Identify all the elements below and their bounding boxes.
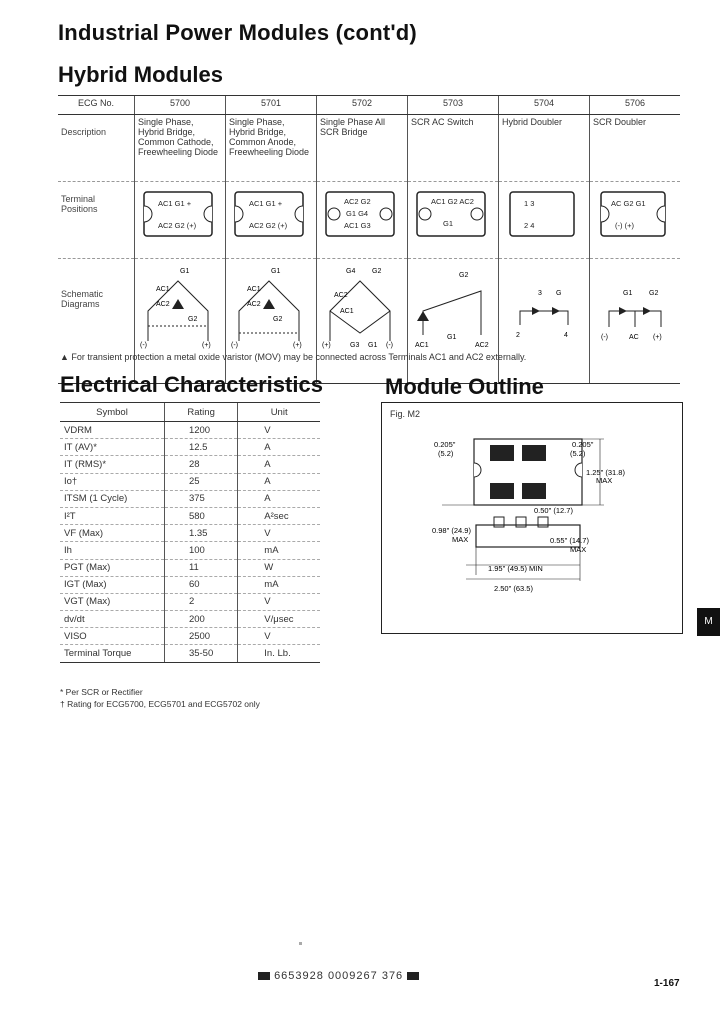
unit-cell: mA (238, 576, 320, 593)
dim-0205-left: 0.205" (434, 440, 456, 449)
table-row (60, 593, 320, 610)
terminal-diagram-5704 (502, 184, 582, 242)
section-tab-m: M (697, 608, 720, 636)
description-5701: Single Phase, Hybrid Bridge, Common Anode, Freewheeling Diode (226, 115, 317, 182)
dim-195: 1.95" (49.5) MIN (488, 564, 543, 573)
schematic-5701 (226, 259, 317, 384)
terminal-mid-label-5702: G1 G4 (346, 209, 369, 218)
symbol-cell: PGT (Max) (60, 559, 164, 576)
symbol-cell: IT (RMS)* (60, 456, 164, 473)
schem-label-right-5702: (-) (386, 342, 393, 349)
schem-label-mid-5706: AC (629, 334, 639, 341)
dim-52-right: (5.2) (570, 449, 586, 458)
symbol-cell: VGT (Max) (60, 593, 164, 610)
schem-label-t2-5704: G (556, 290, 562, 297)
terminal-bottom-label-5706: (-) (+) (615, 221, 634, 230)
terminal-5704 (499, 182, 590, 259)
row-label-description: Description (58, 115, 135, 182)
unit-cell: V (238, 525, 320, 542)
terminal-5701 (226, 182, 317, 259)
schem-label-right-5704: 4 (564, 332, 568, 339)
terminal-bottom-label-5701: AC2 G2 (+) (249, 221, 288, 230)
table-row (60, 507, 320, 524)
terminal-diagram-5700 (138, 184, 218, 242)
schem-label-a-5703: AC1 (415, 342, 429, 349)
unit-cell: W (238, 559, 320, 576)
symbol-cell: VISO (60, 628, 164, 645)
unit-cell: V (238, 593, 320, 610)
table-row (60, 628, 320, 645)
table-row (60, 422, 320, 439)
page-number: 1-167 (654, 978, 680, 989)
description-5703: SCR AC Switch (408, 115, 499, 182)
unit-cell: V/μsec (238, 611, 320, 628)
row-label-terminal-positions: Terminal Positions (58, 182, 135, 259)
terminal-bottom-label-5700: AC2 G2 (+) (158, 221, 197, 230)
table-row (60, 473, 320, 490)
outline-section-heading: Module Outline (385, 374, 544, 399)
terminal-bottom-label-5702: AC1 G3 (344, 221, 371, 230)
description-row (58, 115, 680, 182)
terminal-top-label-5702: AC2 G2 (344, 197, 371, 206)
dim-055-max: MAX (570, 545, 587, 554)
symbol-cell: VDRM (60, 422, 164, 439)
table-row (60, 611, 320, 628)
table-row (60, 525, 320, 542)
terminal-bottom-label-5704: 2 4 (524, 221, 535, 230)
schem-label-top-5700: G1 (180, 268, 190, 275)
dim-125-max: MAX (596, 476, 613, 485)
schem-label-a-5701: AC1 (247, 286, 261, 293)
terminal-diagram-5706 (593, 184, 673, 242)
rating-cell: 1.35 (164, 525, 237, 542)
terminal-bottom-label-5703: G1 (443, 219, 454, 228)
schem-label-right-5701: (+) (293, 342, 302, 349)
rating-cell: 25 (164, 473, 237, 490)
terminal-top-label-5703: AC1 G2 AC2 (431, 197, 474, 206)
description-5702: Single Phase All SCR Bridge (317, 115, 408, 182)
terminal-5706 (590, 182, 681, 259)
schem-label-right-5706: (+) (653, 334, 662, 341)
symbol-cell: ITSM (1 Cycle) (60, 490, 164, 507)
terminal-diagram-5701 (229, 184, 309, 242)
table-row (60, 456, 320, 473)
schem-label-top-5701: G1 (271, 268, 281, 275)
dim-52-left: (5.2) (438, 449, 454, 458)
footnote-rating: † Rating for ECG5700, ECG5701 and ECG5702 only (60, 699, 260, 709)
schem-label-top-5703: G2 (459, 272, 469, 279)
page-title: Industrial Power Modules (cont'd) (58, 20, 417, 45)
elec-header-row (60, 403, 320, 422)
schem-label-g1-5703: G1 (447, 334, 457, 341)
dim-055: 0.55" (14.7) (550, 536, 589, 545)
rating-cell: 200 (164, 611, 237, 628)
dim-125: 1.25" (31.8) (586, 468, 625, 477)
header-5704: 5704 (499, 96, 590, 115)
unit-cell: In. Lb. (238, 645, 320, 662)
header-5703: 5703 (408, 96, 499, 115)
schematic-diagram-5703 (411, 261, 495, 349)
header-5701: 5701 (226, 96, 317, 115)
table-row (60, 559, 320, 576)
header-unit: Unit (238, 403, 320, 422)
rating-cell: 2500 (164, 628, 237, 645)
row-label-schematic: Schematic Diagrams (58, 259, 135, 384)
terminal-top-label-5700: AC1 G1 + (158, 199, 192, 208)
unit-cell: A (238, 439, 320, 456)
schematic-row (58, 259, 680, 384)
symbol-cell: I²T (60, 507, 164, 524)
unit-cell: A (238, 490, 320, 507)
terminal-diagram-5702 (320, 184, 400, 242)
schem-label-right-5700: (+) (202, 342, 211, 349)
schem-label-left-5702: (+) (322, 342, 331, 349)
schematic-diagram-5702 (320, 261, 404, 349)
unit-cell: mA (238, 542, 320, 559)
description-5700: Single Phase, Hybrid Bridge, Common Cathode, Freewheeling Diode (135, 115, 226, 182)
terminal-top-label-5701: AC1 G1 + (249, 199, 283, 208)
schem-label-g3-5702: G3 (350, 342, 360, 349)
table-row (60, 490, 320, 507)
schematic-diagram-5706 (593, 261, 677, 349)
symbol-cell: Io† (60, 473, 164, 490)
terminal-5702 (317, 182, 408, 259)
hybrid-modules-table (58, 95, 680, 384)
schematic-5706 (590, 259, 681, 384)
schem-label-top-5706: G1 (623, 290, 633, 297)
schem-label-left-5700: (-) (140, 342, 147, 349)
schem-label-b-5700: AC2 (156, 301, 170, 308)
terminal-top-label-5706: AC G2 G1 (611, 199, 646, 208)
figure-label: Fig. M2 (390, 409, 421, 419)
header-ecg-no: ECG No. (58, 96, 135, 115)
page-mark (299, 942, 302, 945)
terminal-5700 (135, 182, 226, 259)
header-5706: 5706 (590, 96, 681, 115)
symbol-cell: dv/dt (60, 611, 164, 628)
unit-cell: V (238, 628, 320, 645)
schem-label-top-5702: G4 (346, 268, 356, 275)
symbol-cell: IT (AV)* (60, 439, 164, 456)
rating-cell: 375 (164, 490, 237, 507)
barcode-text: 6653928 0009267 376 (274, 970, 404, 982)
electrical-section-heading: Electrical Characteristics (60, 372, 323, 397)
barcode-line (258, 970, 419, 982)
outline-drawing (382, 403, 682, 633)
dim-0205-right: 0.205" (572, 440, 594, 449)
schematic-5704 (499, 259, 590, 384)
barcode-block-right (407, 972, 419, 980)
mov-footnote: ▲ For transient protection a metal oxide varistor (MOV) may be connected across Terminals AC1 and AC2 externally. (60, 352, 527, 362)
schem-label-c-5700: G2 (188, 316, 198, 323)
module-outline-figure (381, 402, 683, 634)
unit-cell: A (238, 473, 320, 490)
schematic-5702 (317, 259, 408, 384)
schematic-5700 (135, 259, 226, 384)
schematic-diagram-5700 (138, 261, 222, 349)
unit-cell: A (238, 456, 320, 473)
electrical-characteristics-table (60, 402, 320, 663)
schematic-diagram-5701 (229, 261, 313, 349)
header-symbol: Symbol (60, 403, 164, 422)
schem-label-g1-5702: G1 (368, 342, 378, 349)
rating-cell: 2 (164, 593, 237, 610)
unit-cell: V (238, 422, 320, 439)
symbol-cell: VF (Max) (60, 525, 164, 542)
header-5702: 5702 (317, 96, 408, 115)
header-5700: 5700 (135, 96, 226, 115)
rating-cell: 1200 (164, 422, 237, 439)
terminal-diagram-5703 (411, 184, 491, 242)
dim-098: 0.98" (24.9) (432, 526, 471, 535)
table-row (60, 576, 320, 593)
schem-label-left-5704: 2 (516, 332, 520, 339)
rating-cell: 35-50 (164, 645, 237, 662)
hybrid-section-heading: Hybrid Modules (58, 62, 224, 87)
schem-label-t2-5706: G2 (649, 290, 659, 297)
header-rating: Rating (164, 403, 237, 422)
barcode-block-left (258, 972, 270, 980)
terminal-5703 (408, 182, 499, 259)
symbol-cell: IGT (Max) (60, 576, 164, 593)
schem-label-a-5700: AC1 (156, 286, 170, 293)
symbol-cell: Ih (60, 542, 164, 559)
schem-label-b-5702: AC1 (340, 308, 354, 315)
description-5704: Hybrid Doubler (499, 115, 590, 182)
table-row (60, 439, 320, 456)
symbol-cell: Terminal Torque (60, 645, 164, 662)
schematic-5703 (408, 259, 499, 384)
schem-label-t2-5702: G2 (372, 268, 382, 275)
footnote-per-scr: * Per SCR or Rectifier (60, 687, 143, 697)
rating-cell: 60 (164, 576, 237, 593)
schem-label-left-5701: (-) (231, 342, 238, 349)
schem-label-b-5701: AC2 (247, 301, 261, 308)
rating-cell: 11 (164, 559, 237, 576)
unit-cell: A²sec (238, 507, 320, 524)
schem-label-top-5704: 3 (538, 290, 542, 297)
schem-label-c-5701: G2 (273, 316, 283, 323)
schematic-diagram-5704 (502, 261, 586, 349)
table-row (60, 542, 320, 559)
dim-050: 0.50" (12.7) (534, 506, 573, 515)
terminal-top-label-5704: 1 3 (524, 199, 535, 208)
rating-cell: 12.5 (164, 439, 237, 456)
terminal-positions-row (58, 182, 680, 259)
schem-label-a-5702: AC2 (334, 292, 348, 299)
rating-cell: 580 (164, 507, 237, 524)
schem-label-b-5703: AC2 (475, 342, 489, 349)
rating-cell: 100 (164, 542, 237, 559)
dim-250: 2.50" (63.5) (494, 584, 533, 593)
dim-098-max: MAX (452, 535, 469, 544)
hybrid-header-row (58, 96, 680, 115)
table-row (60, 645, 320, 662)
schem-label-left-5706: (-) (601, 334, 608, 341)
rating-cell: 28 (164, 456, 237, 473)
description-5706: SCR Doubler (590, 115, 681, 182)
